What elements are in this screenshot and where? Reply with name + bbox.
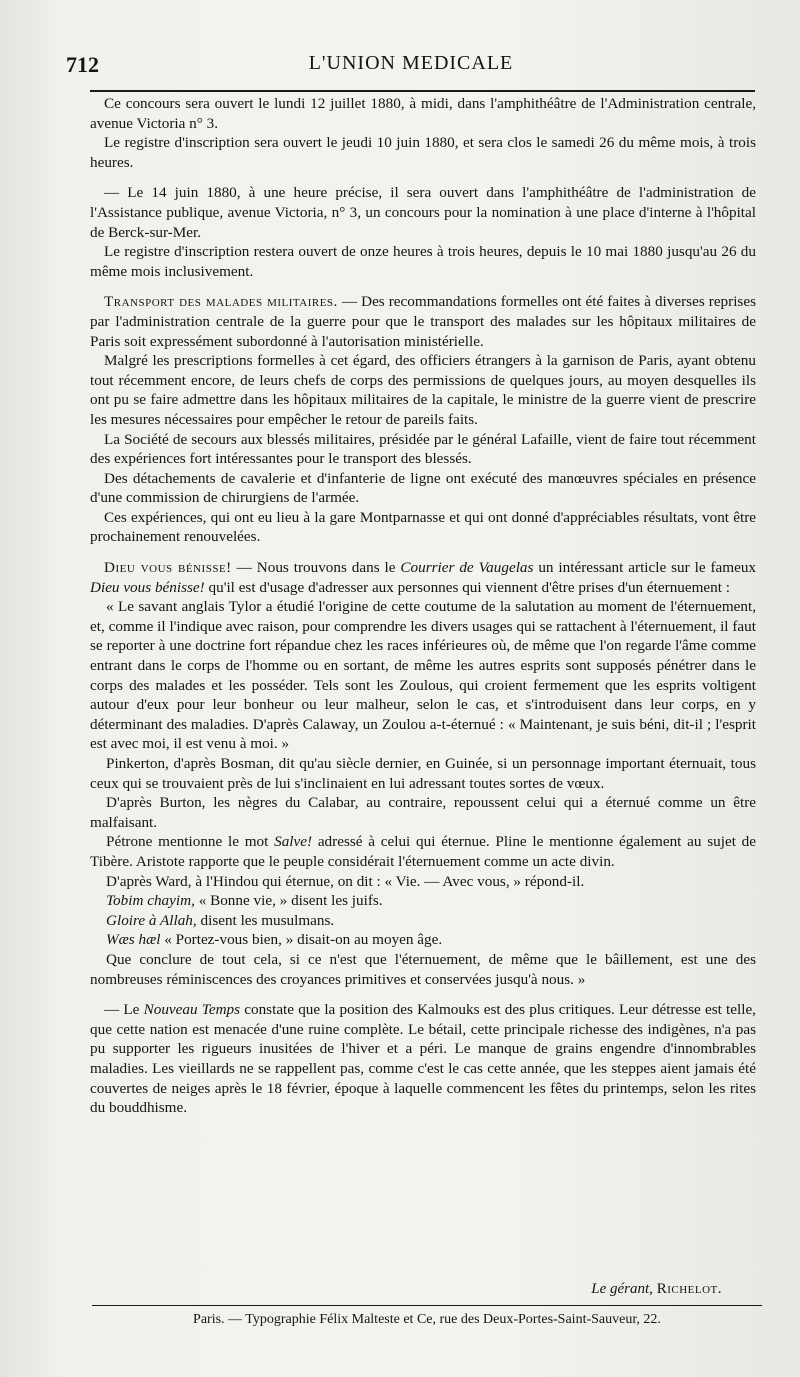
paragraph-experiences: Ces expériences, qui ont eu lieu à la gare Montparnasse et qui ont donné d'appréciables résultats, vont être prochainement renouvelées. xyxy=(90,508,756,546)
quote-allah: Gloire à Allah, disent les musulmans. xyxy=(106,911,335,929)
page-header xyxy=(66,48,756,78)
journal-title: Courrier de Vaugelas xyxy=(400,559,534,577)
paragraph-registre-1: Le registre d'inscription sera ouvert le jeudi 10 juin 1880, et sera clos le samedi 26 du même mois, à trois heures. xyxy=(90,134,756,171)
quote-conclusion: Que conclure de tout cela, si ce n'est que l'éternuement, de même que le bâillement, est une des nombreuses réminiscences des croyances primitives et conservées jusqu'à nous. » xyxy=(90,950,756,988)
quote-waes-hael: Wæs hæl « Portez-vous bien, » disait-on au moyen âge. xyxy=(106,931,443,949)
transport-text: — Des recommandations formelles ont été faites à diverses reprises par l'administration centrale de la guerre pour que le transport des malades sur les hôpitaux militaires de Paris soit expressément subordonné à l'autorisation ministérielle. xyxy=(90,293,756,350)
quote-ward: D'après Ward, à l'Hindou qui éternue, on dit : « Vie. — Avec vous, » répond-il. xyxy=(106,872,585,890)
printer-imprint: Paris. — Typographie Félix Malteste et Ce, rue des Deux-Portes-Saint-Sauveur, 22. xyxy=(193,1312,661,1327)
paragraph-dieu-vous-benisse: Dieu vous bénisse! — Nous trouvons dans le Courrier de Vaugelas un intéressant article sur le fameux Dieu vous bénisse! qu'il est d'usage d'adresser aux personnes qui viennent d'être prises d'un éternuement : xyxy=(90,559,756,596)
quote-tylor: « Le savant anglais Tylor a étudié l'origine de cette coutume de la salutation au moment de l'éternuement, et, comme il l'indique avec raison, pour comprendre les divers usages qui se rattachent à l'éternuement, il faut se reporter à une doctrine fort répandue chez les races inférieures où, de même que l'on regarde l'âme comme entrant dans le corps de l'homme ou en sortant, de même les autres esprits sont supposés pénétrer dans le corps des malades et les posséder. Tels sont les Zoulous, qui croient fermement que les esprits voltigent autour d'eux pour leur bonheur ou leur malheur, selon le cas, et s'introduisent dans leur corps, en y déterminant des maladies. D'après Calaway, un Zoulou a-t-éternué : « Maintenant, je suis béni, dit-il ; l'esprit est avec moi, il est venu à moi. » xyxy=(90,598,756,753)
newspaper-title: Nouveau Temps xyxy=(143,1001,241,1019)
quote-tobim: Tobim chayim, « Bonne vie, » disent les juifs. xyxy=(106,892,383,910)
footer-rule xyxy=(92,1305,762,1306)
header-rule xyxy=(90,90,755,92)
paragraph-prescriptions: Malgré les prescriptions formelles à cet égard, des officiers étrangers à la garnison de Paris, ayant obtenu tout récemment encore, de leurs chefs de corps des permissions de quelques jours, au moyen desquelles ils ont pu se faire admettre dans les hôpitaux militaires de la capitale, le ministre de la guerre vient de prescrire les mesures nécessaires pour empêcher le retour de pareils faits. xyxy=(90,352,756,428)
signature-label: Le gérant, xyxy=(591,1281,653,1297)
paragraph-concours-date: Ce concours sera ouvert le lundi 12 juillet 1880, à midi, dans l'amphithéâtre de l'Administration centrale, avenue Victoria n° 3. xyxy=(90,95,756,132)
signature-name: Richelot. xyxy=(656,1281,722,1297)
signature xyxy=(591,1281,722,1298)
paragraph-berck-concours: — Le 14 juin 1880, à une heure précise, il sera ouvert dans l'amphithéâtre de l'administration de l'Assistance publique, avenue Victoria, n° 3, un concours pour la nomination à une place d'interne à l'hôpital de Berck-sur-Mer. xyxy=(90,184,756,241)
quote-burton: D'après Burton, les nègres du Calabar, au contraire, repoussent celui qui a éternué comme un être malfaisant. xyxy=(90,794,756,831)
section-heading-transport: Transport des malades militaires. xyxy=(104,293,338,311)
section-heading-dieu: Dieu vous bénisse! xyxy=(104,559,232,577)
paragraph-societe-secours: La Société de secours aux blessés militaires, présidée par le général Lafaille, vient de faire tout récemment des expériences fort intéressantes pour le transport des blessés. xyxy=(90,430,756,468)
paragraph-kalmouks: — Le Nouveau Temps constate que la position des Kalmouks est des plus critiques. Leur détresse est telle, que cette nation est menacée d'une ruine complète. Le bétail, cette principale richesse des indigènes, n'a pas pu supporter les rigueurs inusitées de l'hiver et a péri. Le manque de grains engendre d'innombrables maladies. Les vieillards ne se rappellent pas, comme c'est le cas cette année, que les steppes aient jamais été couvertes de neiges après le 18 février, époque à laquelle commencent les fêtes du printemps, selon les rites du bouddhisme. xyxy=(90,1001,756,1117)
page-number: 712 xyxy=(66,52,99,77)
running-title: L'UNION MEDICALE xyxy=(308,52,514,74)
article-body xyxy=(90,94,756,1259)
paragraph-detachements: Des détachements de cavalerie et d'infanterie de ligne ont exécuté des manœuvres spéciales en présence d'une commission de chirurgiens de l'armée. xyxy=(90,469,756,507)
quote-petrone: Pétrone mentionne le mot Salve! adressé à celui qui éternue. Pline le mentionne également au sujet de Tibère. Aristote rapporte que le peuple considérait l'éternuement comme un acte divin. xyxy=(90,833,756,870)
paragraph-registre-2: Le registre d'inscription restera ouvert de onze heures à trois heures, depuis le 10 mai 1880 jusqu'au 26 du même mois inclusivement. xyxy=(90,243,756,280)
quote-pinkerton: Pinkerton, d'après Bosman, dit qu'au siècle dernier, en Guinée, si un personnage important éternuait, tous ceux qui se trouvaient près de lui s'inclinaient en lui adressant toutes sortes de vœux. xyxy=(90,755,756,792)
paragraph-transport xyxy=(90,292,756,351)
